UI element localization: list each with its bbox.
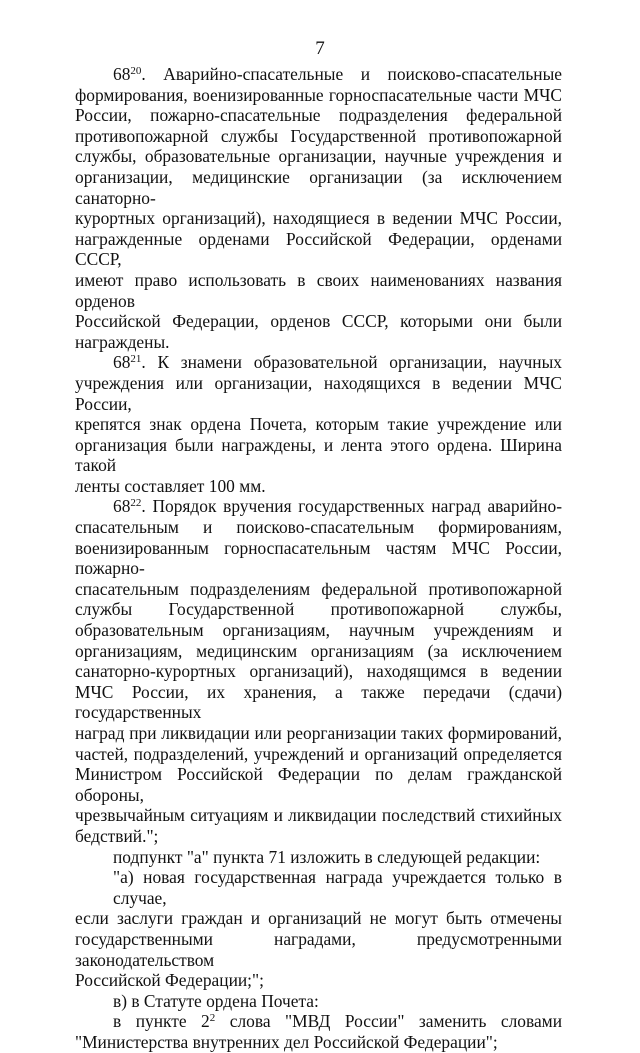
text-line: Российской Федерации;";	[75, 970, 264, 991]
text-line: $68^{21}$. К знамени образовательной организации, научных	[113, 352, 562, 373]
text-line: противопожарной службы Государственной противопожарной	[75, 125, 562, 146]
text-line: Российской Федерации, орденов СССР, которыми они были	[75, 311, 562, 332]
paragraph-quote-a	[75, 867, 562, 991]
paragraph-number-superscript: 22	[130, 497, 142, 510]
text-line: "Министерства внутренних дел Российской Федерации";	[75, 1031, 498, 1052]
text-line: крепятся знак ордена Почета, которым такие учреждение или	[75, 414, 562, 435]
paragraph-68-22	[75, 496, 562, 846]
text-line: курортных организаций), находящиеся в ведении МЧС России,	[75, 208, 562, 229]
text-line: имеют право использовать в своих наименованиях названия орденов	[75, 269, 562, 311]
text-line: в) в Статуте ордена Почета:	[113, 990, 319, 1011]
text-line: государственными наградами, предусмотренными законодательством	[75, 928, 562, 970]
text-line: частей, подразделений, учреждений и организаций определяется	[75, 743, 562, 764]
text-line: спасательным подразделениям федеральной противопожарной	[75, 578, 562, 599]
text-line: бедствий.";	[75, 825, 159, 846]
text-line: ленты составляет 100 мм.	[75, 475, 266, 496]
paragraph-number: 68	[113, 496, 131, 517]
text-line: если заслуги граждан и организаций не могут быть отмечены	[75, 908, 562, 929]
text-line: "а) новая государственная награда учреждается только в случае,	[113, 867, 562, 908]
text-line: учреждения или организации, находящихся в ведении МЧС России,	[75, 372, 562, 414]
text-line: службы Государственной противопожарной службы,	[75, 599, 562, 620]
paragraph-point-2-2	[75, 1011, 562, 1052]
text-line: в пункте $2^2$ слова "МВД России" заменить словами	[113, 1011, 562, 1032]
text-line: подпункт "а" пункта 71 изложить в следующей редакции:	[113, 846, 541, 867]
text-line: МЧС России, их хранения, а также передачи (сдачи) государственных	[75, 681, 562, 723]
page-number: 7	[315, 38, 325, 59]
text-line: спасательным и поисково-спасательным формированиям,	[75, 517, 562, 538]
paragraph-number-superscript: 20	[130, 65, 142, 77]
text-line: организации, медицинские организации (за исключением санаторно-	[75, 166, 562, 208]
document-body	[75, 64, 562, 1053]
text-line: России, пожарно-спасательные подразделения федеральной	[75, 105, 562, 126]
paragraph-number: 68	[113, 352, 131, 373]
point-number-superscript: 2	[209, 1012, 216, 1025]
text-line: награждены.	[75, 331, 170, 352]
text-line: образовательным организациям, научным учреждениям и	[75, 620, 562, 641]
text-line: награжденные орденами Российской Федерации, орденами СССР,	[75, 228, 562, 270]
paragraph-amend-71	[75, 847, 562, 868]
text-line: военизированным горноспасательным частям МЧС России, пожарно-	[75, 537, 562, 579]
text-line: $68^{20}$. Аварийно-спасательные и поисково-спасательные	[113, 64, 562, 84]
text-line: организация были награждены, и лента этого ордена. Ширина такой	[75, 434, 562, 476]
paragraph-68-20	[75, 64, 562, 352]
text-line: наград при ликвидации или реорганизации таких формирований,	[75, 723, 562, 743]
paragraph-number-superscript: 21	[130, 353, 142, 366]
paragraph-subpoint-v	[75, 991, 562, 1012]
text-line: Министром Российской Федерации по делам гражданской обороны,	[75, 764, 562, 805]
text-line: службы, образовательные организации, научные учреждения и	[75, 146, 562, 167]
paragraph-68-21	[75, 352, 562, 496]
text-line: организациям, медицинским организациям (за исключением	[75, 640, 562, 661]
paragraph-number: 68	[113, 64, 131, 84]
text-line: формирования, военизированные горноспасательные части МЧС	[75, 84, 562, 105]
text-line: санаторно-курортных организаций), находящимся в ведении	[75, 661, 562, 682]
text-line: чрезвычайным ситуациям и ликвидации последствий стихийных	[75, 805, 562, 826]
text-line: $68^{22}$. Порядок вручения государственных наград аварийно-	[113, 496, 562, 517]
